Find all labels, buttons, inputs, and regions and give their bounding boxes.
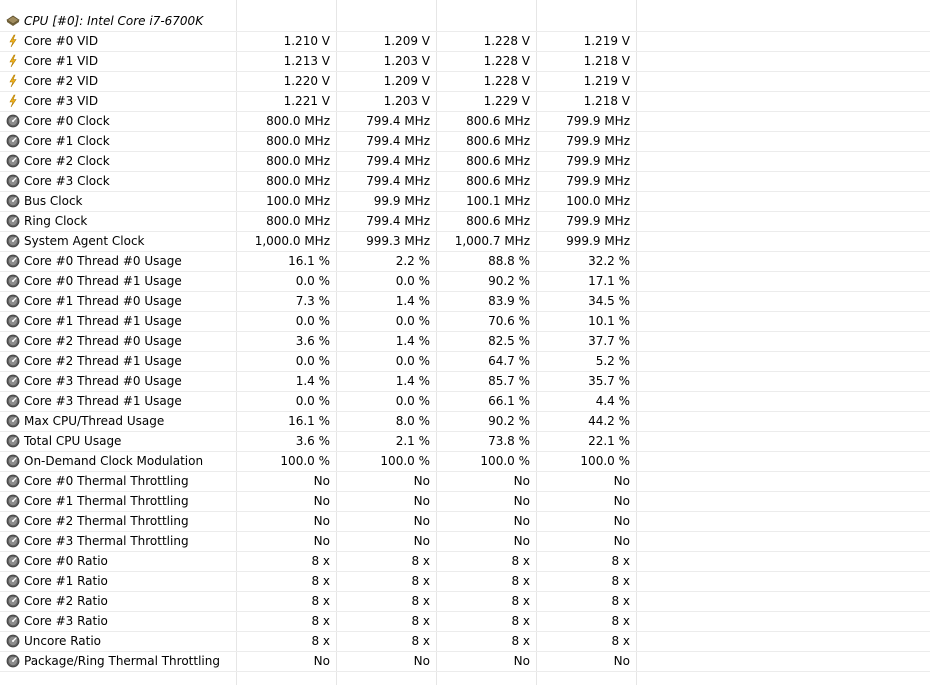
sensor-label: Core #2 Thermal Throttling — [24, 514, 189, 528]
average-value: 8 x — [611, 634, 630, 648]
minimum-value: No — [413, 514, 430, 528]
sensor-label: Core #2 Ratio — [24, 594, 108, 608]
sensor-label: Bus Clock — [24, 194, 83, 208]
sensor-label: Core #1 Thread #1 Usage — [24, 314, 182, 328]
sensor-label-cell — [6, 232, 236, 251]
sensor-label: Package/Ring Thermal Throttling — [24, 654, 220, 668]
sensor-row[interactable] — [0, 212, 930, 232]
maximum-value: 800.6 MHz — [466, 214, 530, 228]
sensor-row[interactable] — [0, 472, 930, 492]
sensor-row[interactable] — [0, 292, 930, 312]
sensor-label-cell — [6, 472, 236, 491]
minimum-value: 1.203 V — [383, 94, 430, 108]
minimum-value: 8 x — [411, 554, 430, 568]
sensor-label-cell — [6, 592, 236, 611]
sensor-label-cell — [6, 112, 236, 131]
sensor-row[interactable] — [0, 572, 930, 592]
sensor-label: Core #2 Thread #0 Usage — [24, 334, 182, 348]
sensor-row[interactable] — [0, 172, 930, 192]
gauge-icon — [6, 354, 20, 368]
minimum-value: No — [413, 654, 430, 668]
group-header-cell — [6, 12, 236, 31]
sensor-row[interactable] — [0, 132, 930, 152]
sensor-label: Core #1 VID — [24, 54, 99, 68]
current-value: 3.6 % — [295, 434, 330, 448]
minimum-value: 799.4 MHz — [366, 134, 430, 148]
sensor-row[interactable] — [0, 372, 930, 392]
sensor-label-cell — [6, 132, 236, 151]
sensor-label: Core #1 Ratio — [24, 574, 108, 588]
sensor-label: Uncore Ratio — [24, 634, 102, 648]
gauge-icon — [6, 654, 20, 668]
gauge-icon — [6, 334, 20, 348]
minimum-value: 2.2 % — [395, 254, 430, 268]
maximum-value: No — [513, 654, 530, 668]
current-value: 8 x — [311, 594, 330, 608]
maximum-value: 8 x — [511, 594, 530, 608]
sensor-row[interactable] — [0, 272, 930, 292]
maximum-value: 1.228 V — [483, 54, 530, 68]
sensor-label-cell — [6, 252, 236, 271]
gauge-icon — [6, 574, 20, 588]
average-value: 799.9 MHz — [566, 154, 630, 168]
gauge-icon — [6, 374, 20, 388]
gauge-icon — [6, 214, 20, 228]
sensor-label-cell — [6, 52, 236, 71]
sensor-label-cell — [6, 572, 236, 591]
maximum-value: 83.9 % — [488, 294, 530, 308]
sensor-label: Core #3 Thermal Throttling — [24, 534, 189, 548]
gauge-icon — [6, 634, 20, 648]
maximum-value: 82.5 % — [488, 334, 530, 348]
maximum-value: 90.2 % — [488, 274, 530, 288]
sensor-label-cell — [6, 392, 236, 411]
sensor-label-cell — [6, 532, 236, 551]
maximum-value: 8 x — [511, 634, 530, 648]
average-value: 32.2 % — [588, 254, 630, 268]
minimum-value: 799.4 MHz — [366, 114, 430, 128]
maximum-value: No — [513, 494, 530, 508]
gauge-icon — [6, 514, 20, 528]
minimum-value: 8 x — [411, 614, 430, 628]
average-value: 799.9 MHz — [566, 174, 630, 188]
sensor-label: Core #1 Thermal Throttling — [24, 494, 189, 508]
average-value: 1.218 V — [583, 94, 630, 108]
sensor-label-cell — [6, 212, 236, 231]
gauge-icon — [6, 414, 20, 428]
sensor-label-cell — [6, 332, 236, 351]
current-value: 100.0 % — [280, 454, 330, 468]
gauge-icon — [6, 614, 20, 628]
gauge-icon — [6, 174, 20, 188]
current-value: 800.0 MHz — [266, 174, 330, 188]
sensor-label-cell — [6, 272, 236, 291]
sensor-label-cell — [6, 292, 236, 311]
voltage-icon — [6, 94, 20, 108]
current-value: 8 x — [311, 634, 330, 648]
sensor-row[interactable] — [0, 312, 930, 332]
maximum-value: 1.228 V — [483, 34, 530, 48]
sensor-row[interactable] — [0, 432, 930, 452]
sensor-label: Total CPU Usage — [24, 434, 122, 448]
gauge-icon — [6, 194, 20, 208]
minimum-value: 799.4 MHz — [366, 174, 430, 188]
average-value: 8 x — [611, 574, 630, 588]
average-value: No — [613, 474, 630, 488]
current-value: 8 x — [311, 554, 330, 568]
sensor-label-cell — [6, 632, 236, 651]
average-value: 37.7 % — [588, 334, 630, 348]
sensor-label: Core #0 Clock — [24, 114, 110, 128]
sensor-label-cell — [6, 432, 236, 451]
current-value: 800.0 MHz — [266, 134, 330, 148]
maximum-value: 1,000.7 MHz — [454, 234, 530, 248]
average-value: No — [613, 494, 630, 508]
minimum-value: No — [413, 494, 430, 508]
minimum-value: 1.4 % — [395, 374, 430, 388]
sensor-row[interactable] — [0, 152, 930, 172]
average-value: No — [613, 654, 630, 668]
sensor-row[interactable] — [0, 72, 930, 92]
sensor-label-cell — [6, 612, 236, 631]
average-value: 799.9 MHz — [566, 134, 630, 148]
gauge-icon — [6, 154, 20, 168]
average-value: 5.2 % — [595, 354, 630, 368]
minimum-value: 0.0 % — [395, 394, 430, 408]
voltage-icon — [6, 74, 20, 88]
maximum-value: 88.8 % — [488, 254, 530, 268]
sensor-label: Core #1 Thread #0 Usage — [24, 294, 182, 308]
sensor-label-cell — [6, 312, 236, 331]
sensor-label-cell — [6, 152, 236, 171]
voltage-icon — [6, 34, 20, 48]
sensor-row[interactable] — [0, 552, 930, 572]
sensor-row[interactable] — [0, 652, 930, 672]
sensor-label-cell — [6, 552, 236, 571]
current-value: 0.0 % — [295, 274, 330, 288]
current-value: 0.0 % — [295, 314, 330, 328]
sensor-label: Max CPU/Thread Usage — [24, 414, 165, 428]
maximum-value: 73.8 % — [488, 434, 530, 448]
minimum-value: 799.4 MHz — [366, 154, 430, 168]
minimum-value: 0.0 % — [395, 314, 430, 328]
maximum-value: 800.6 MHz — [466, 154, 530, 168]
gauge-icon — [6, 234, 20, 248]
maximum-value: 1.229 V — [483, 94, 530, 108]
sensor-label: Core #0 Thread #0 Usage — [24, 254, 182, 268]
sensor-label: Core #2 Thread #1 Usage — [24, 354, 182, 368]
sensor-label-cell — [6, 192, 236, 211]
sensor-label: Core #0 Thermal Throttling — [24, 474, 189, 488]
sensor-label: Core #1 Clock — [24, 134, 110, 148]
average-value: 100.0 MHz — [566, 194, 630, 208]
current-value: 800.0 MHz — [266, 114, 330, 128]
average-value: 100.0 % — [580, 454, 630, 468]
average-value: 1.219 V — [583, 74, 630, 88]
sensor-label-cell — [6, 412, 236, 431]
maximum-value: 70.6 % — [488, 314, 530, 328]
minimum-value: 8 x — [411, 634, 430, 648]
minimum-value: 1.4 % — [395, 294, 430, 308]
current-value: 1.220 V — [283, 74, 330, 88]
average-value: 22.1 % — [588, 434, 630, 448]
sensor-label: On-Demand Clock Modulation — [24, 454, 204, 468]
current-value: 0.0 % — [295, 354, 330, 368]
cpu-chip-icon — [6, 14, 20, 28]
current-value: 1.221 V — [283, 94, 330, 108]
sensor-row[interactable] — [0, 532, 930, 552]
sensor-row[interactable] — [0, 392, 930, 412]
current-value: No — [313, 514, 330, 528]
minimum-value: 8 x — [411, 574, 430, 588]
maximum-value: 1.228 V — [483, 74, 530, 88]
average-value: 8 x — [611, 594, 630, 608]
sensor-label-cell — [6, 492, 236, 511]
group-title: CPU [#0]: Intel Core i7-6700K — [24, 14, 204, 28]
sensor-row[interactable] — [0, 512, 930, 532]
gauge-icon — [6, 114, 20, 128]
sensor-label: System Agent Clock — [24, 234, 145, 248]
minimum-value: 8.0 % — [395, 414, 430, 428]
gauge-icon — [6, 554, 20, 568]
maximum-value: No — [513, 474, 530, 488]
average-value: 1.219 V — [583, 34, 630, 48]
current-value: 800.0 MHz — [266, 154, 330, 168]
average-value: 44.2 % — [588, 414, 630, 428]
current-value: 8 x — [311, 614, 330, 628]
sensor-row[interactable] — [0, 192, 930, 212]
sensor-label: Core #2 Clock — [24, 154, 110, 168]
sensor-row[interactable] — [0, 232, 930, 252]
gauge-icon — [6, 594, 20, 608]
sensor-row[interactable] — [0, 352, 930, 372]
maximum-value: 66.1 % — [488, 394, 530, 408]
current-value: No — [313, 474, 330, 488]
average-value: 34.5 % — [588, 294, 630, 308]
current-value: 16.1 % — [288, 414, 330, 428]
gauge-icon — [6, 454, 20, 468]
sensor-row[interactable] — [0, 412, 930, 432]
sensor-row[interactable] — [0, 612, 930, 632]
current-value: 800.0 MHz — [266, 214, 330, 228]
gauge-icon — [6, 314, 20, 328]
sensor-row[interactable] — [0, 52, 930, 72]
gauge-icon — [6, 134, 20, 148]
maximum-value: 90.2 % — [488, 414, 530, 428]
average-value: 8 x — [611, 554, 630, 568]
sensor-row[interactable] — [0, 632, 930, 652]
sensor-label: Ring Clock — [24, 214, 88, 228]
maximum-value: 8 x — [511, 554, 530, 568]
sensor-row[interactable] — [0, 112, 930, 132]
maximum-value: 8 x — [511, 574, 530, 588]
sensor-row[interactable] — [0, 492, 930, 512]
minimum-value: 1.209 V — [383, 74, 430, 88]
average-value: No — [613, 514, 630, 528]
gauge-icon — [6, 434, 20, 448]
sensor-label: Core #3 Thread #0 Usage — [24, 374, 182, 388]
sensor-label: Core #3 Clock — [24, 174, 110, 188]
sensor-label-cell — [6, 172, 236, 191]
current-value: 1.210 V — [283, 34, 330, 48]
sensor-label-cell — [6, 72, 236, 91]
average-value: 8 x — [611, 614, 630, 628]
minimum-value: 0.0 % — [395, 274, 430, 288]
sensor-label: Core #2 VID — [24, 74, 99, 88]
minimum-value: 999.3 MHz — [366, 234, 430, 248]
minimum-value: No — [413, 534, 430, 548]
minimum-value: 0.0 % — [395, 354, 430, 368]
current-value: 1,000.0 MHz — [254, 234, 330, 248]
minimum-value: 2.1 % — [395, 434, 430, 448]
sensor-label-cell — [6, 352, 236, 371]
average-value: 10.1 % — [588, 314, 630, 328]
minimum-value: 1.4 % — [395, 334, 430, 348]
sensor-label-cell — [6, 372, 236, 391]
minimum-value: 1.209 V — [383, 34, 430, 48]
average-value: 17.1 % — [588, 274, 630, 288]
sensor-rows — [0, 12, 930, 672]
current-value: No — [313, 534, 330, 548]
sensor-label: Core #3 Thread #1 Usage — [24, 394, 182, 408]
sensor-label: Core #0 Thread #1 Usage — [24, 274, 182, 288]
maximum-value: No — [513, 514, 530, 528]
maximum-value: 800.6 MHz — [466, 134, 530, 148]
sensor-row[interactable] — [0, 592, 930, 612]
current-value: 0.0 % — [295, 394, 330, 408]
maximum-value: 85.7 % — [488, 374, 530, 388]
sensor-label: Core #0 Ratio — [24, 554, 108, 568]
sensor-label-cell — [6, 512, 236, 531]
current-value: No — [313, 654, 330, 668]
average-value: 1.218 V — [583, 54, 630, 68]
maximum-value: No — [513, 534, 530, 548]
minimum-value: 799.4 MHz — [366, 214, 430, 228]
minimum-value: 99.9 MHz — [373, 194, 430, 208]
gauge-icon — [6, 494, 20, 508]
minimum-value: No — [413, 474, 430, 488]
maximum-value: 64.7 % — [488, 354, 530, 368]
current-value: 1.213 V — [283, 54, 330, 68]
minimum-value: 100.0 % — [380, 454, 430, 468]
average-value: 35.7 % — [588, 374, 630, 388]
gauge-icon — [6, 254, 20, 268]
current-value: 3.6 % — [295, 334, 330, 348]
maximum-value: 8 x — [511, 614, 530, 628]
maximum-value: 800.6 MHz — [466, 174, 530, 188]
sensor-label-cell — [6, 452, 236, 471]
current-value: 100.0 MHz — [266, 194, 330, 208]
sensor-row[interactable] — [0, 332, 930, 352]
gauge-icon — [6, 394, 20, 408]
sensor-row[interactable] — [0, 252, 930, 272]
gauge-icon — [6, 474, 20, 488]
gauge-icon — [6, 294, 20, 308]
sensor-row[interactable] — [0, 32, 930, 52]
average-value: No — [613, 534, 630, 548]
group-header-row[interactable] — [0, 12, 930, 32]
gauge-icon — [6, 534, 20, 548]
sensor-label-cell — [6, 32, 236, 51]
maximum-value: 800.6 MHz — [466, 114, 530, 128]
minimum-value: 1.203 V — [383, 54, 430, 68]
average-value: 799.9 MHz — [566, 214, 630, 228]
current-value: 1.4 % — [295, 374, 330, 388]
sensor-label-cell — [6, 652, 236, 671]
sensor-label: Core #3 Ratio — [24, 614, 108, 628]
average-value: 4.4 % — [595, 394, 630, 408]
sensor-row[interactable] — [0, 452, 930, 472]
average-value: 999.9 MHz — [566, 234, 630, 248]
current-value: 7.3 % — [295, 294, 330, 308]
gauge-icon — [6, 274, 20, 288]
sensor-label: Core #3 VID — [24, 94, 99, 108]
voltage-icon — [6, 54, 20, 68]
current-value: 8 x — [311, 574, 330, 588]
maximum-value: 100.0 % — [480, 454, 530, 468]
current-value: 16.1 % — [288, 254, 330, 268]
current-value: No — [313, 494, 330, 508]
minimum-value: 8 x — [411, 594, 430, 608]
sensor-label: Core #0 VID — [24, 34, 99, 48]
sensor-row[interactable] — [0, 92, 930, 112]
sensor-label-cell — [6, 92, 236, 111]
maximum-value: 100.1 MHz — [466, 194, 530, 208]
average-value: 799.9 MHz — [566, 114, 630, 128]
